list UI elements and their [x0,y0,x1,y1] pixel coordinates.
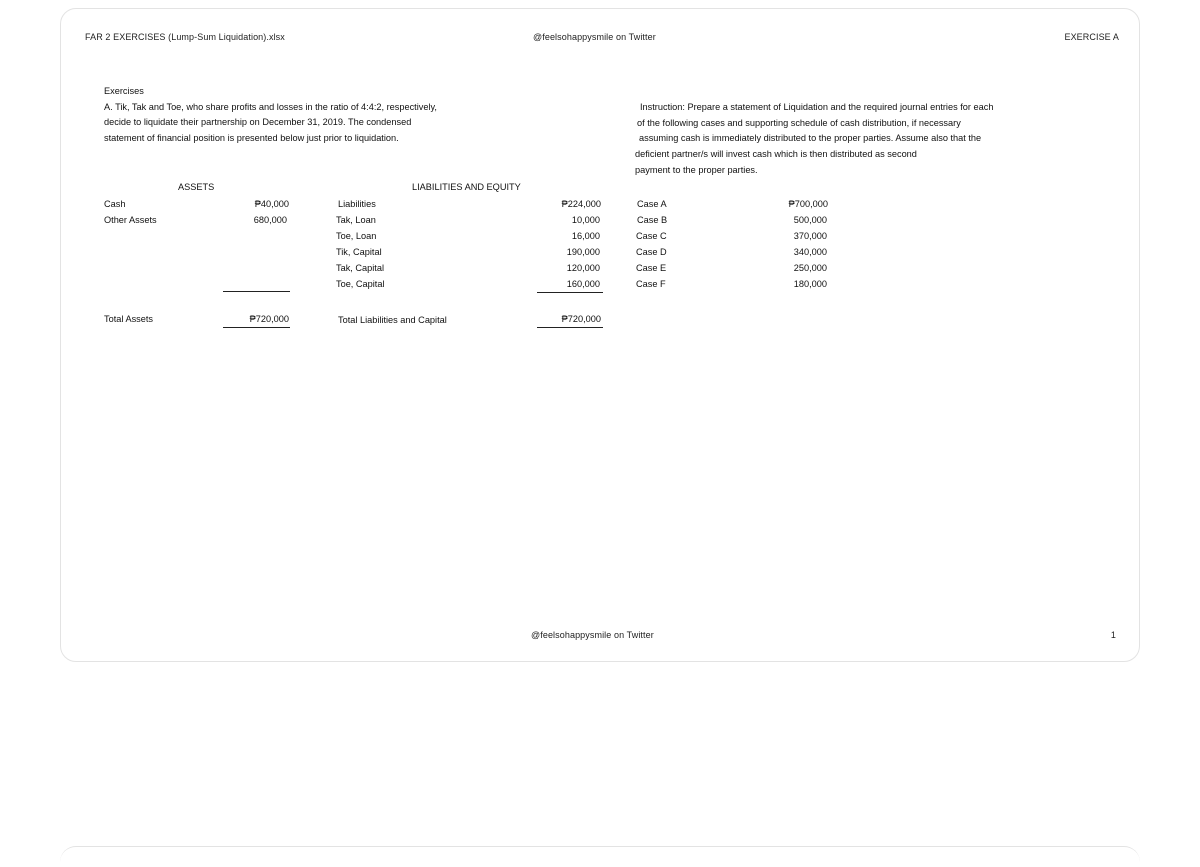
asset-label: Other Assets [104,215,157,225]
case-row [636,260,827,276]
total-liabilities-label: Total Liabilities and Capital [338,315,447,325]
case-value: ₱700,000 [788,199,828,209]
liability-value: 16,000 [571,231,600,241]
liability-row [336,228,600,244]
liability-value: ₱224,000 [561,199,601,209]
equity-row [336,244,600,260]
case-label: Case F [636,279,666,289]
case-row [636,244,827,260]
instruction-text [635,100,993,179]
problem-text [104,84,437,147]
case-label: Case B [637,215,668,225]
instruction-line: assuming cash is immediately distributed to the proper parties. Assume also that the [639,133,982,144]
liability-row [338,196,601,212]
case-label: Case E [636,263,667,273]
total-liabilities-row [338,312,601,328]
assets-title: ASSETS [178,182,215,192]
liability-label: Liabilities [338,199,376,209]
problem-line: decide to liquidate their partnership on December 31, 2019. The condensed [104,117,412,128]
header-credit: @feelsohappysmile on Twitter [533,32,656,42]
total-assets-value: ₱720,000 [249,314,289,324]
liabilities-equity-title: LIABILITIES AND EQUITY [412,182,521,192]
instruction-line: of the following cases and supporting schedule of cash distribution, if necessary [637,117,961,128]
case-row [636,228,827,244]
page-number: 1 [1110,630,1116,640]
equity-label: Toe, Capital [336,279,385,289]
header-filename: FAR 2 EXERCISES (Lump-Sum Liquidation).xlsx [85,32,285,42]
case-value: 340,000 [793,247,827,257]
case-label: Case C [636,231,667,241]
equity-value: 190,000 [566,247,600,257]
liability-label: Tak, Loan [336,215,376,225]
equity-label: Tak, Capital [336,263,384,273]
case-row [637,196,828,212]
liabilities-subtotal-rule [537,292,603,293]
total-assets-row [104,311,289,327]
case-value: 370,000 [793,231,827,241]
assets-subtotal-rule [223,291,290,292]
total-liabilities-value: ₱720,000 [561,314,601,324]
total-assets-underline [223,327,290,328]
case-row [637,212,827,228]
header-sheet-name: EXERCISE A [1064,32,1119,42]
liability-row [336,212,600,228]
total-assets-label: Total Assets [104,314,154,324]
liability-label: Toe, Loan [336,231,377,241]
total-liabilities-underline [537,327,603,328]
next-page-edge [60,846,1140,867]
equity-label: Tik, Capital [336,247,382,257]
case-value: 180,000 [793,279,827,289]
instruction-line: Instruction: Prepare a statement of Liquidation and the required journal entries for each [640,102,994,112]
asset-label: Cash [104,199,126,209]
equity-value: 160,000 [566,279,600,289]
instruction-line: payment to the proper parties. [635,164,758,175]
asset-row [104,196,289,212]
problem-line: A. Tik, Tak and Toe, who share profits and losses in the ratio of 4:4:2, respectively, [104,101,437,112]
instruction-line: deficient partner/s will invest cash which is then distributed as second [635,149,917,160]
case-value: 500,000 [793,215,827,225]
case-value: 250,000 [793,263,827,273]
equity-value: 120,000 [566,263,600,273]
asset-row [104,212,287,228]
case-label: Case A [637,199,667,209]
case-label: Case D [636,247,667,257]
footer-credit: @feelsohappysmile on Twitter [531,630,654,640]
asset-value: 680,000 [253,215,287,225]
case-row [636,276,827,292]
liability-value: 10,000 [571,215,600,225]
asset-value: ₱40,000 [254,199,289,209]
equity-row [336,276,600,292]
document-page [60,8,1140,662]
problem-heading: Exercises [104,86,144,96]
problem-line: statement of financial position is presented below just prior to liquidation. [104,133,399,144]
equity-row [336,260,600,276]
